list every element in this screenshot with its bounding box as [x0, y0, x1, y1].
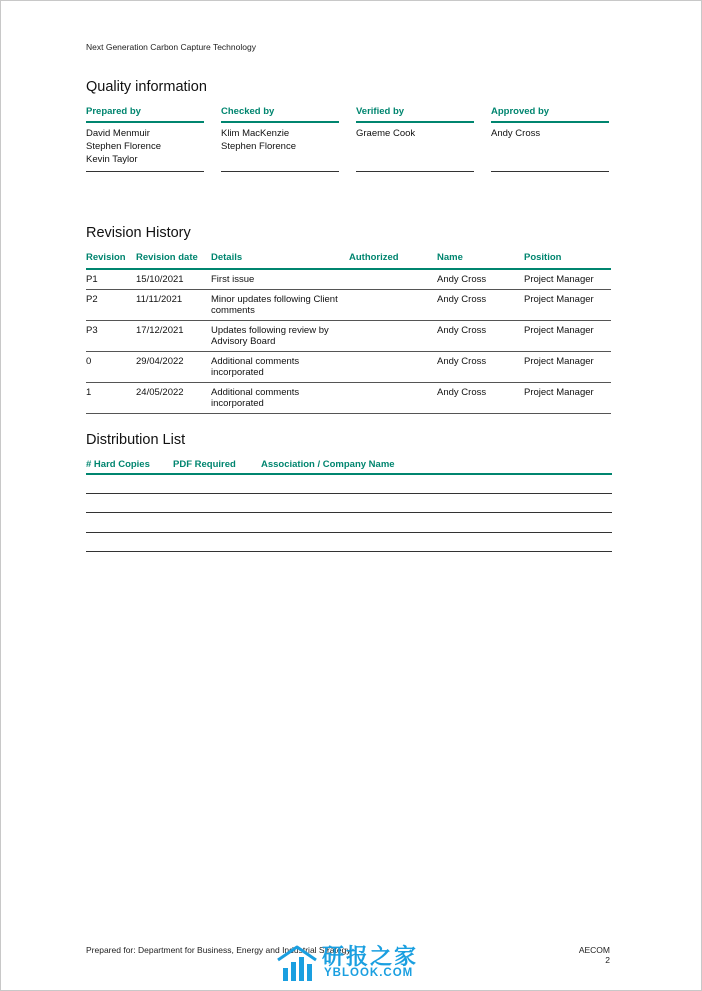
distribution-row-line [86, 551, 612, 552]
cell-revision: P2 [86, 290, 136, 321]
approved-by-names [491, 123, 609, 172]
cell-revision: P3 [86, 321, 136, 352]
column-header-hard-copies: # Hard Copies [86, 459, 150, 470]
cell-authorized [349, 321, 437, 352]
revision-history-table [86, 251, 611, 414]
distribution-row-line [86, 532, 612, 533]
column-header-revision: Revision [86, 251, 136, 269]
prepared-by-heading: Prepared by [86, 106, 204, 123]
footer-company: AECOM [578, 945, 610, 955]
cell-details: Additional comments incorporated [211, 352, 349, 383]
watermark-url: YBLOOK.COM [324, 967, 414, 979]
cell-name: Andy Cross [437, 321, 524, 352]
cell-date: 17/12/2021 [136, 321, 211, 352]
cell-name: Andy Cross [437, 269, 524, 290]
prepared-by-name: Kevin Taylor [86, 154, 138, 165]
cell-details: Additional comments incorporated [211, 383, 349, 414]
prepared-by-names [86, 123, 204, 172]
cell-name: Andy Cross [437, 290, 524, 321]
column-header-revision-date: Revision date [136, 251, 211, 269]
page-number: 2 [605, 955, 610, 965]
cell-name: Andy Cross [437, 383, 524, 414]
distribution-row-line [86, 493, 612, 494]
cell-details: Minor updates following Client comments [211, 290, 349, 321]
cell-date: 15/10/2021 [136, 269, 211, 290]
verified-by-heading: Verified by [356, 106, 474, 123]
footer-right [579, 945, 610, 965]
bar-chart-house-icon [276, 944, 318, 982]
column-header-position: Position [524, 251, 611, 269]
column-header-details: Details [211, 251, 349, 269]
column-header-authorized: Authorized [349, 251, 437, 269]
watermark [276, 938, 436, 986]
distribution-row-line [86, 512, 612, 513]
cell-authorized [349, 269, 437, 290]
revision-header-row [86, 251, 611, 269]
approved-by-heading: Approved by [491, 106, 609, 123]
checked-by-name: Stephen Florence [221, 141, 296, 152]
quality-information-title: Quality information [86, 79, 207, 95]
cell-revision: 1 [86, 383, 136, 414]
column-header-pdf-required: PDF Required [173, 459, 236, 470]
checked-by-names [221, 123, 339, 172]
verified-by-names [356, 123, 474, 172]
column-header-name: Name [437, 251, 524, 269]
checked-by-column [221, 106, 339, 172]
approved-by-column [491, 106, 609, 172]
table-row [86, 321, 611, 352]
cell-details: First issue [211, 269, 349, 290]
running-header: Next Generation Carbon Capture Technology [86, 42, 256, 52]
verified-by-column [356, 106, 474, 172]
cell-date: 29/04/2022 [136, 352, 211, 383]
cell-position: Project Manager [524, 290, 611, 321]
cell-position: Project Manager [524, 269, 611, 290]
watermark-chinese-text: 研报之家 [322, 945, 419, 970]
cell-position: Project Manager [524, 352, 611, 383]
cell-authorized [349, 352, 437, 383]
prepared-by-column [86, 106, 204, 172]
distribution-header-row [86, 459, 612, 475]
checked-by-heading: Checked by [221, 106, 339, 123]
checked-by-name: Klim MacKenzie [221, 128, 290, 139]
prepared-by-name: Stephen Florence [86, 141, 161, 152]
cell-position: Project Manager [524, 383, 611, 414]
distribution-list-title: Distribution List [86, 432, 186, 448]
approved-by-name: Andy Cross [491, 128, 541, 139]
cell-date: 11/11/2021 [136, 290, 211, 321]
cell-revision: 0 [86, 352, 136, 383]
revision-history-title: Revision History [86, 225, 191, 241]
cell-position: Project Manager [524, 321, 611, 352]
cell-revision: P1 [86, 269, 136, 290]
table-row [86, 269, 611, 290]
verified-by-name: Graeme Cook [356, 128, 416, 139]
cell-authorized [349, 383, 437, 414]
prepared-by-name: David Menmuir [86, 128, 150, 139]
table-row [86, 290, 611, 321]
column-header-company-name: Association / Company Name [261, 459, 395, 470]
cell-authorized [349, 290, 437, 321]
cell-details: Updates following review by Advisory Board [211, 321, 349, 352]
footer-prepared-for: Prepared for: Department for Business, Energy and Industrial Strategy [86, 945, 351, 955]
table-row [86, 383, 611, 414]
cell-name: Andy Cross [437, 352, 524, 383]
cell-date: 24/05/2022 [136, 383, 211, 414]
table-row [86, 352, 611, 383]
